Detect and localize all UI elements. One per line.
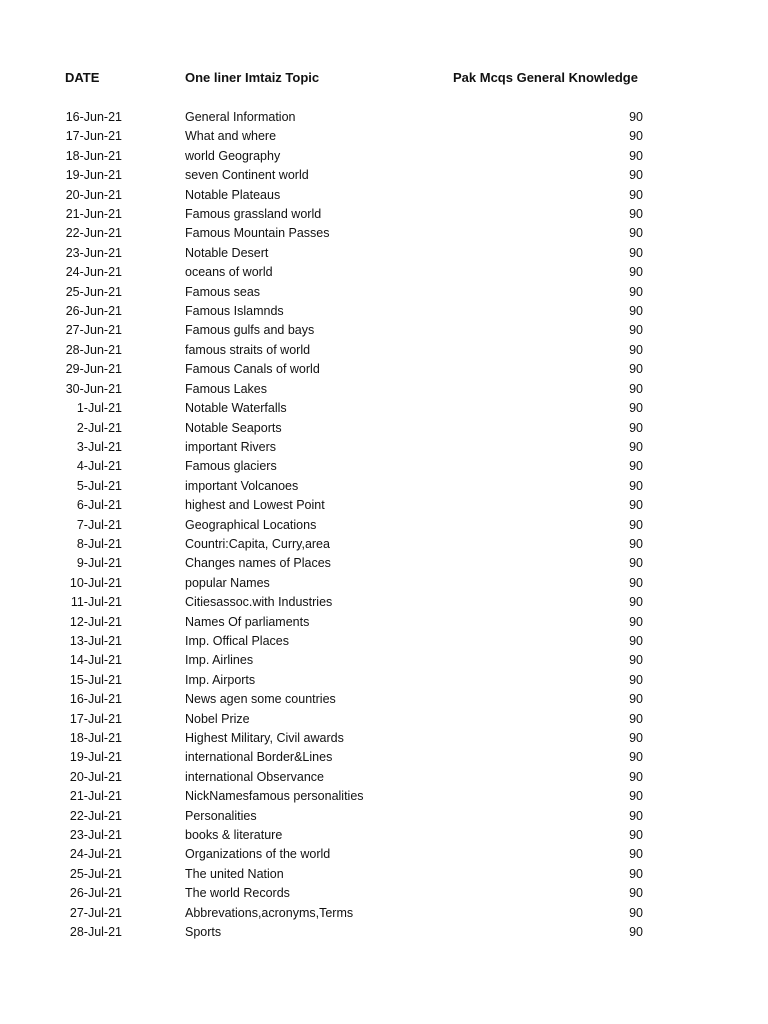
row-topic: Famous gulfs and bays [185, 323, 315, 338]
row-count: 90 [629, 731, 643, 745]
table-row [0, 904, 768, 923]
row-count: 90 [629, 439, 643, 454]
row-date: 1-Jul-21 [76, 401, 122, 416]
row-count: 90 [629, 342, 643, 357]
row-topic: Personalities [185, 808, 257, 823]
row-count: 90 [629, 633, 643, 648]
table-row [0, 613, 768, 632]
row-date: 10-Jul-21 [69, 575, 122, 590]
row-date: 28-Jun-21 [65, 342, 122, 357]
row-topic: books & literature [185, 828, 283, 843]
table-row [0, 263, 768, 282]
row-topic: oceans of world [185, 265, 273, 280]
row-topic: Famous Islamnds [185, 304, 284, 319]
table-row [0, 671, 768, 690]
table-body [0, 108, 768, 942]
row-count: 90 [629, 498, 643, 513]
row-count: 90 [629, 653, 643, 668]
row-topic: Imp. Airlines [185, 653, 254, 668]
row-topic: Imp. Offical Places [185, 633, 289, 648]
row-topic: important Volcanoes [185, 478, 299, 493]
row-count: 90 [629, 789, 643, 804]
row-date: 27-Jun-21 [65, 323, 122, 338]
row-topic: Notable Desert [185, 245, 269, 260]
table-row [0, 108, 768, 127]
row-date: 7-Jul-21 [76, 517, 122, 532]
table-row [0, 845, 768, 864]
row-topic: Citiesassoc.with Industries [185, 595, 333, 610]
row-count: 90 [629, 769, 643, 784]
row-topic: What and where [185, 129, 277, 144]
table-row [0, 865, 768, 884]
row-date: 22-Jul-21 [69, 808, 122, 823]
row-count: 90 [629, 692, 643, 707]
table-row [0, 826, 768, 845]
row-count: 90 [629, 129, 643, 144]
table-row [0, 205, 768, 224]
row-date: 22-Jun-21 [65, 226, 122, 241]
row-date: 23-Jun-21 [65, 245, 122, 260]
row-topic: world Geography [185, 148, 281, 163]
row-topic: Nobel Prize [185, 711, 250, 726]
row-topic: Organizations of the world [185, 847, 331, 862]
table-row [0, 399, 768, 418]
header-mcqs: Pak Mcqs General Knowledge [453, 70, 638, 85]
row-count: 90 [629, 478, 643, 493]
row-count: 90 [629, 575, 643, 590]
row-count: 90 [629, 905, 643, 920]
row-date: 26-Jul-21 [69, 886, 122, 901]
row-topic: Notable Waterfalls [185, 401, 287, 416]
table-row [0, 651, 768, 670]
table-row [0, 360, 768, 379]
row-topic: NickNamesfamous personalities [185, 789, 364, 804]
row-topic: highest and Lowest Point [185, 498, 325, 513]
table-row [0, 457, 768, 476]
row-count: 90 [629, 168, 643, 183]
table-row [0, 787, 768, 806]
row-date: 20-Jul-21 [69, 769, 122, 784]
row-date: 23-Jul-21 [69, 828, 122, 843]
table-row [0, 341, 768, 360]
row-topic: Abbrevations,acronyms,Terms [185, 905, 354, 920]
row-date: 26-Jun-21 [65, 304, 122, 319]
row-count: 90 [629, 381, 643, 396]
row-count: 90 [629, 556, 643, 571]
row-topic: News agen some countries [185, 692, 336, 707]
row-topic: Notable Plateaus [185, 187, 281, 202]
row-topic: Sports [185, 925, 222, 940]
table-row [0, 244, 768, 263]
row-date: 6-Jul-21 [76, 498, 122, 513]
header-topic: One liner Imtaiz Topic [185, 70, 320, 85]
table-row [0, 535, 768, 554]
header-date: DATE [65, 70, 100, 85]
row-topic: Famous glaciers [185, 459, 277, 474]
row-topic: Famous Mountain Passes [185, 226, 330, 241]
row-date: 24-Jun-21 [65, 265, 122, 280]
row-topic: international Border&Lines [185, 750, 333, 765]
table-row [0, 632, 768, 651]
row-count: 90 [629, 828, 643, 843]
row-count: 90 [629, 536, 643, 551]
row-count: 90 [629, 226, 643, 241]
row-date: 14-Jul-21 [69, 653, 122, 668]
row-count: 90 [629, 459, 643, 474]
row-count: 90 [629, 362, 643, 377]
row-topic: Highest Military, Civil awards [185, 731, 344, 745]
table-row [0, 923, 768, 942]
row-count: 90 [629, 672, 643, 687]
row-count: 90 [629, 614, 643, 629]
table-row [0, 321, 768, 340]
row-count: 90 [629, 284, 643, 299]
row-count: 90 [629, 595, 643, 610]
row-date: 21-Jun-21 [65, 207, 122, 222]
row-date: 16-Jun-21 [65, 110, 122, 124]
row-date: 25-Jun-21 [65, 284, 122, 299]
row-topic: popular Names [185, 575, 270, 590]
table-row [0, 283, 768, 302]
row-topic: Famous grassland world [185, 207, 322, 222]
row-date: 13-Jul-21 [69, 633, 122, 648]
row-date: 18-Jun-21 [65, 148, 122, 163]
row-date: 25-Jul-21 [69, 866, 122, 881]
table-row [0, 593, 768, 612]
row-date: 30-Jun-21 [65, 381, 122, 396]
row-count: 90 [629, 750, 643, 765]
row-date: 20-Jun-21 [65, 187, 122, 202]
row-count: 90 [629, 711, 643, 726]
row-count: 90 [629, 401, 643, 416]
table-row [0, 147, 768, 166]
row-date: 8-Jul-21 [76, 536, 122, 551]
row-topic: seven Continent world [185, 168, 309, 183]
row-date: 27-Jul-21 [69, 905, 122, 920]
row-count: 90 [629, 304, 643, 319]
table-row [0, 807, 768, 826]
table-row [0, 710, 768, 729]
table-row [0, 554, 768, 573]
row-count: 90 [629, 148, 643, 163]
table-row [0, 748, 768, 767]
row-date: 12-Jul-21 [69, 614, 122, 629]
row-topic: The world Records [185, 886, 290, 901]
row-count: 90 [629, 925, 643, 940]
table-row [0, 768, 768, 787]
table-row [0, 516, 768, 535]
row-topic: Countri:Capita, Curry,area [185, 536, 330, 551]
row-count: 90 [629, 245, 643, 260]
row-count: 90 [629, 866, 643, 881]
table-row [0, 496, 768, 515]
row-count: 90 [629, 207, 643, 222]
row-date: 28-Jul-21 [69, 925, 122, 940]
table-row [0, 419, 768, 438]
row-topic: famous straits of world [185, 342, 311, 357]
row-date: 29-Jun-21 [65, 362, 122, 377]
row-topic: Imp. Airports [185, 672, 256, 687]
row-topic: Notable Seaports [185, 420, 282, 435]
row-date: 18-Jul-21 [69, 731, 122, 745]
row-count: 90 [629, 847, 643, 862]
table-row [0, 302, 768, 321]
row-date: 5-Jul-21 [76, 478, 122, 493]
table-row [0, 380, 768, 399]
table-row [0, 477, 768, 496]
row-date: 16-Jul-21 [69, 692, 122, 707]
row-count: 90 [629, 265, 643, 280]
row-date: 15-Jul-21 [69, 672, 122, 687]
row-topic: important Rivers [185, 439, 276, 454]
row-topic: Famous Lakes [185, 381, 267, 396]
row-count: 90 [629, 808, 643, 823]
table-row [0, 729, 768, 748]
row-date: 24-Jul-21 [69, 847, 122, 862]
table-row [0, 690, 768, 709]
table-header [0, 70, 768, 90]
row-date: 4-Jul-21 [76, 459, 122, 474]
row-count: 90 [629, 110, 643, 124]
row-count: 90 [629, 517, 643, 532]
row-topic: The united Nation [185, 866, 284, 881]
row-date: 19-Jul-21 [69, 750, 122, 765]
row-date: 3-Jul-21 [76, 439, 122, 454]
row-count: 90 [629, 886, 643, 901]
row-date: 11-Jul-21 [70, 595, 122, 610]
table-row [0, 224, 768, 243]
row-date: 21-Jul-21 [69, 789, 122, 804]
row-topic: General Information [185, 110, 296, 124]
table-row [0, 884, 768, 903]
row-count: 90 [629, 187, 643, 202]
row-date: 19-Jun-21 [65, 168, 122, 183]
row-date: 17-Jul-21 [69, 711, 122, 726]
row-count: 90 [629, 323, 643, 338]
row-count: 90 [629, 420, 643, 435]
row-topic: Changes names of Places [185, 556, 331, 571]
table-row [0, 438, 768, 457]
row-date: 17-Jun-21 [65, 129, 122, 144]
table-row [0, 574, 768, 593]
row-topic: Famous seas [185, 284, 261, 299]
table-row [0, 166, 768, 185]
row-topic: Famous Canals of world [185, 362, 320, 377]
table-row [0, 127, 768, 146]
row-date: 2-Jul-21 [76, 420, 122, 435]
row-topic: international Observance [185, 769, 324, 784]
row-date: 9-Jul-21 [76, 556, 122, 571]
table-row [0, 186, 768, 205]
row-topic: Geographical Locations [185, 517, 317, 532]
row-topic: Names Of parliaments [185, 614, 310, 629]
